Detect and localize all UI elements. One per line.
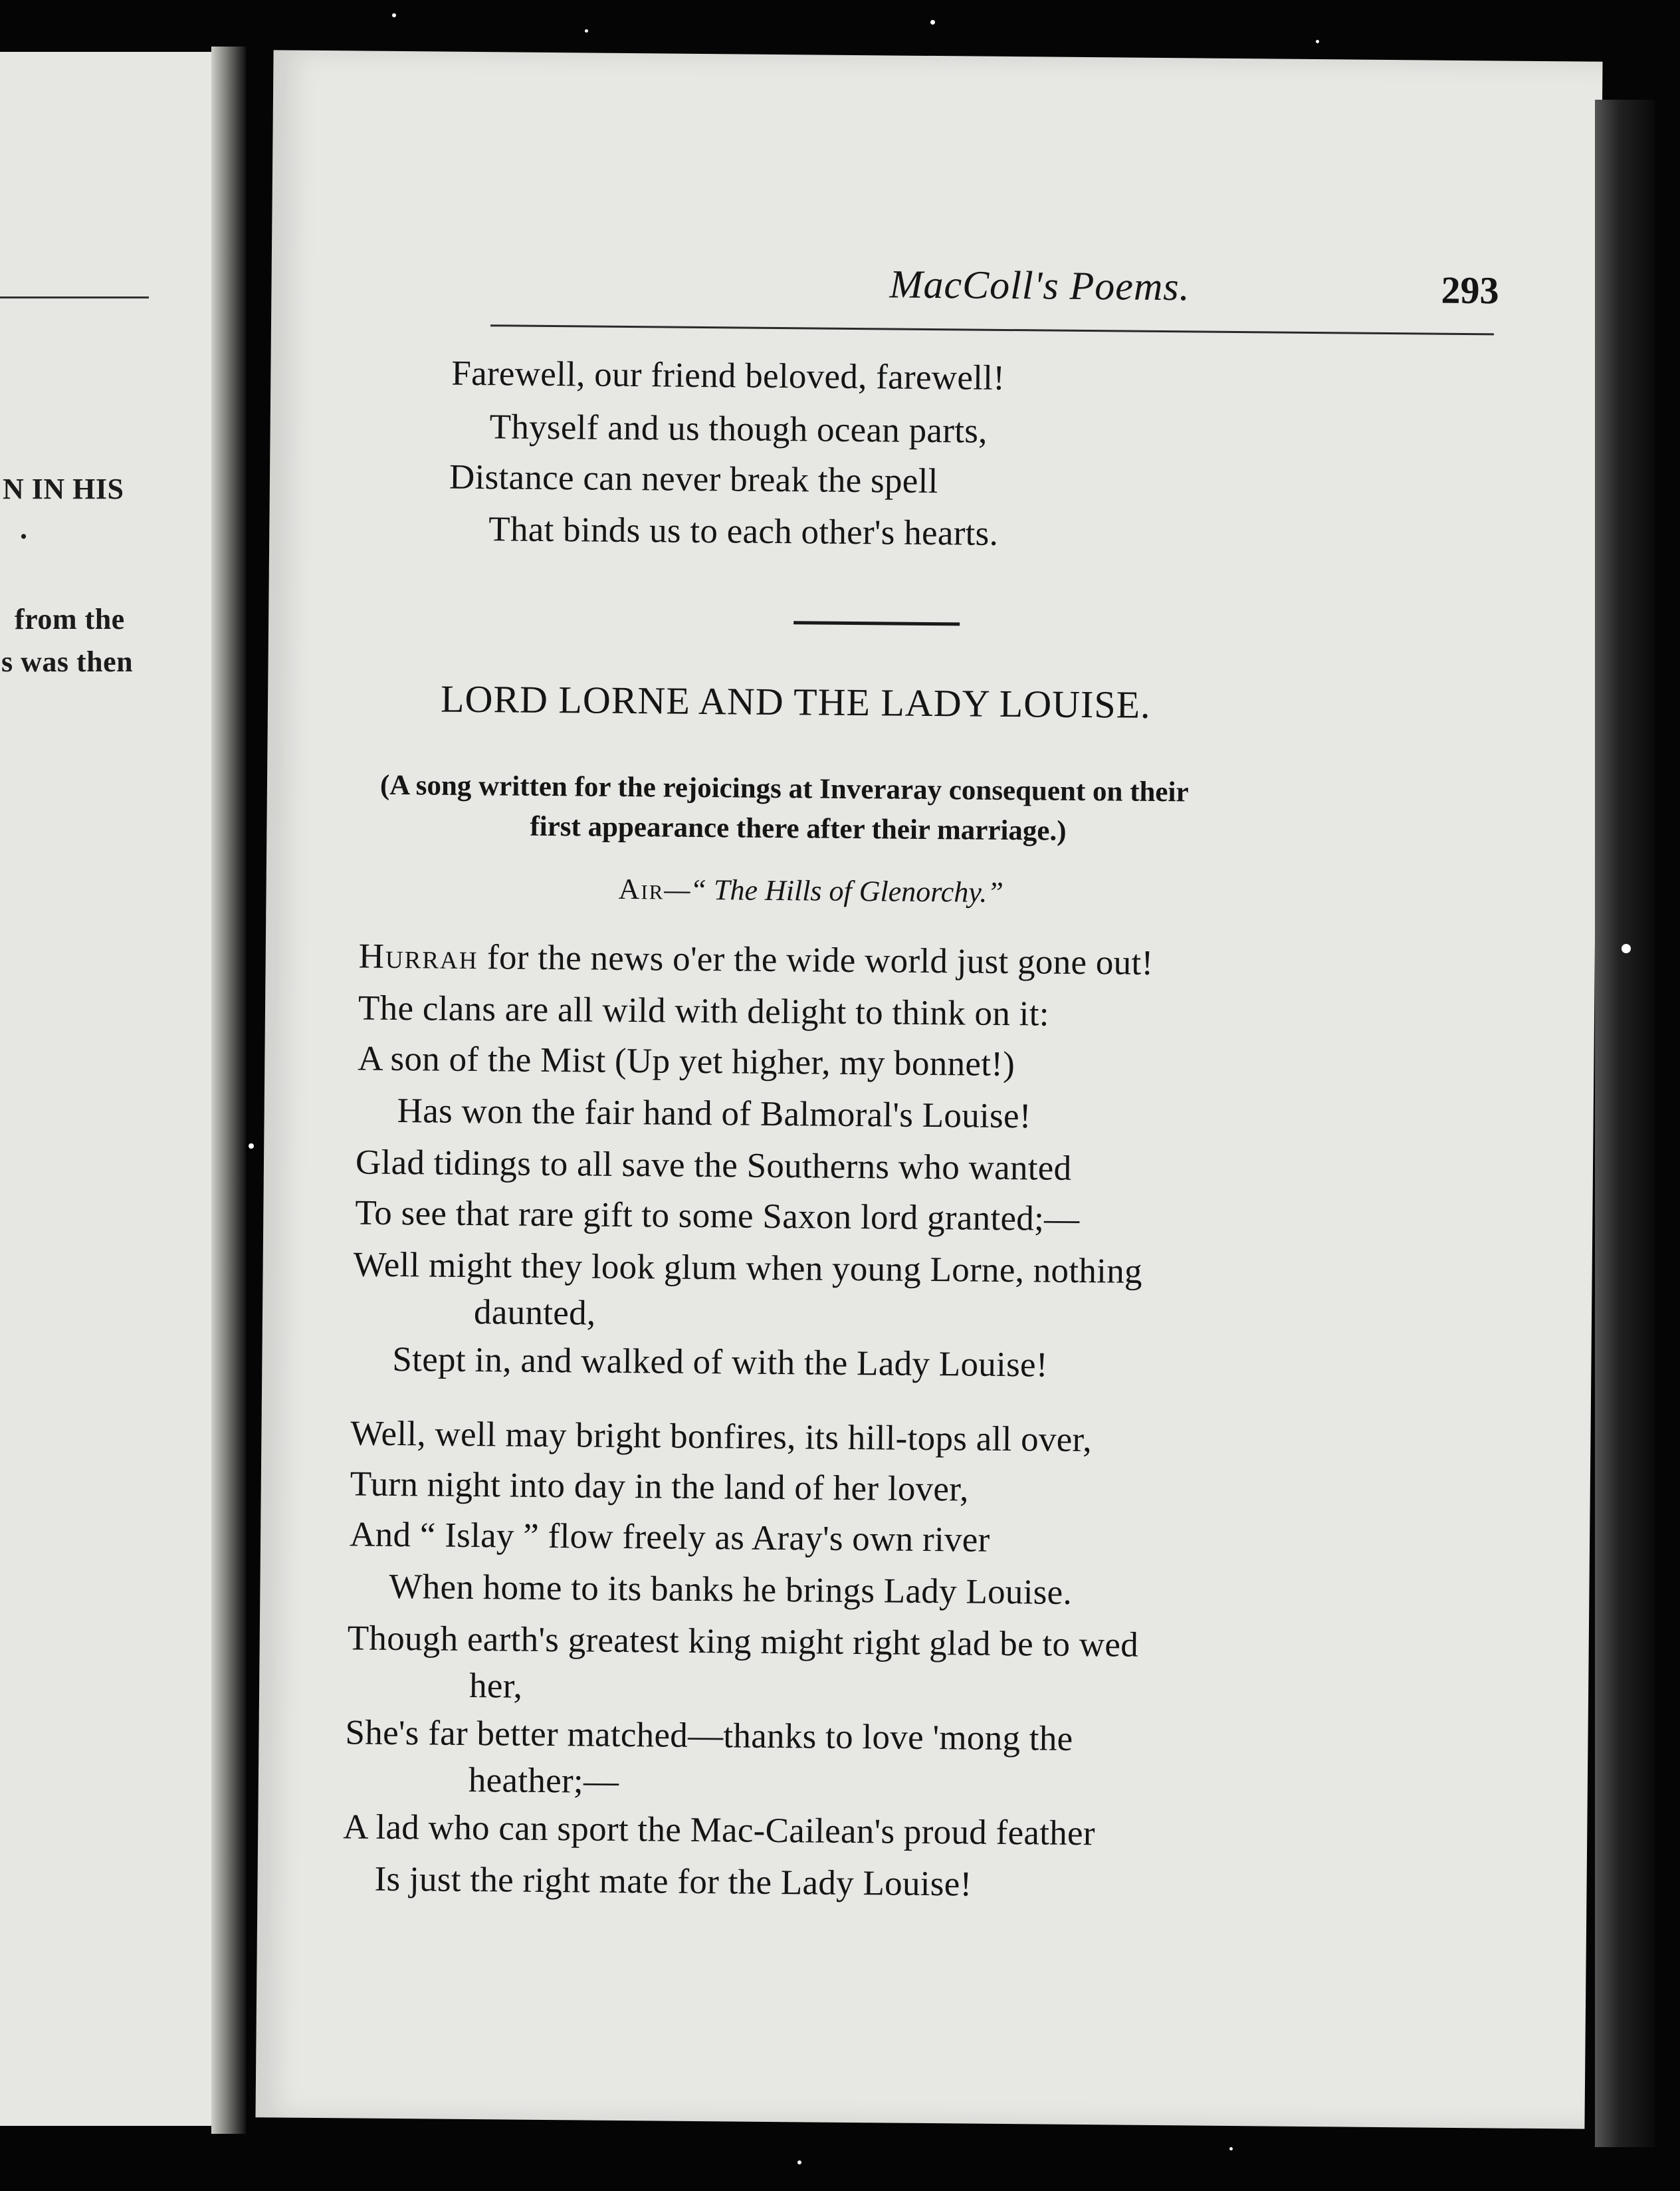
verse-line: She's far better matched—thanks to love 'mong the — [345, 1713, 1073, 1758]
left-page-fragment: . — [20, 513, 28, 545]
verse-line: Distance can never break the spell — [449, 457, 938, 501]
verse-line — [358, 939, 1153, 981]
scan-speck — [249, 1143, 254, 1149]
scan-speck — [1316, 40, 1319, 43]
verse-line: A lad who can sport the Mac-Cailean's proud feather — [343, 1807, 1096, 1853]
running-head — [437, 251, 1661, 335]
poem-title: LORD LORNE AND THE LADY LOUISE. — [440, 677, 1151, 727]
scan-speck — [1229, 2147, 1233, 2150]
header-rule — [490, 324, 1494, 335]
air-title: —“ The Hills of Glenorchy.” — [664, 873, 1004, 909]
book-gutter — [211, 47, 246, 2134]
verse-line: Farewell, our friend beloved, farewell! — [451, 354, 1005, 398]
verse-line: Turn night into day in the land of her lover, — [350, 1464, 969, 1509]
verse-line: Though earth's greatest king might right glad be to wed — [347, 1619, 1139, 1665]
scan-speck — [1622, 944, 1631, 953]
air-label: Air — [618, 872, 665, 906]
verse-line: Glad tidings to all save the Southerns who wanted — [355, 1143, 1072, 1188]
initial-word: Hurrah — [358, 937, 478, 977]
verse-line: daunted, — [473, 1293, 596, 1333]
left-page-fragment: N IN HIS — [3, 473, 124, 505]
verse-line: her, — [469, 1666, 523, 1706]
verse-line: Has won the fair hand of Balmoral's Louise! — [397, 1092, 1032, 1136]
scan-speck — [585, 29, 588, 33]
running-title: MacColl's Poems. — [889, 262, 1190, 309]
scan-speck — [797, 2160, 801, 2164]
verse-line: The clans are all wild with delight to think on it: — [358, 988, 1050, 1034]
headnote-line: first appearance there after their marriage.) — [530, 810, 1067, 847]
verse-line: When home to its banks he brings Lady Louise. — [389, 1567, 1073, 1612]
page-number: 293 — [1441, 268, 1499, 312]
scan-speck — [930, 20, 935, 25]
left-page-fragment: from the — [15, 603, 125, 635]
left-page-fragment: s was then — [1, 645, 134, 678]
verse-line: Well, well may bright bonfires, its hill-tops all over, — [350, 1414, 1093, 1460]
verse-line: And “ Islay ” flow freely as Aray's own river — [349, 1515, 990, 1559]
air-line — [618, 872, 1003, 909]
book-page — [255, 50, 1602, 2129]
page-block-edge — [1595, 100, 1655, 2147]
verse-line: heather;— — [468, 1760, 619, 1801]
left-facing-page — [0, 52, 219, 2126]
section-divider — [793, 621, 960, 626]
left-page-header-rule — [0, 296, 149, 298]
verse-line: Well might they look glum when young Lorne, nothing — [353, 1245, 1143, 1291]
verse-line: A son of the Mist (Up yet higher, my bonnet!) — [358, 1039, 1015, 1084]
scan-speck — [392, 13, 396, 17]
verse-line: Thyself and us though ocean parts, — [489, 407, 988, 451]
headnote-line: (A song written for the rejoicings at Inveraray consequent on their — [379, 769, 1189, 808]
verse-line: Stept in, and walked of with the Lady Louise! — [392, 1339, 1049, 1385]
verse-line: To see that rare gift to some Saxon lord granted;— — [355, 1193, 1080, 1238]
verse-line: That binds us to each other's hearts. — [488, 510, 999, 553]
verse-line-text: for the news o'er the wide world just gone out! — [478, 938, 1154, 982]
verse-line: Is just the right mate for the Lady Louise! — [374, 1859, 972, 1904]
